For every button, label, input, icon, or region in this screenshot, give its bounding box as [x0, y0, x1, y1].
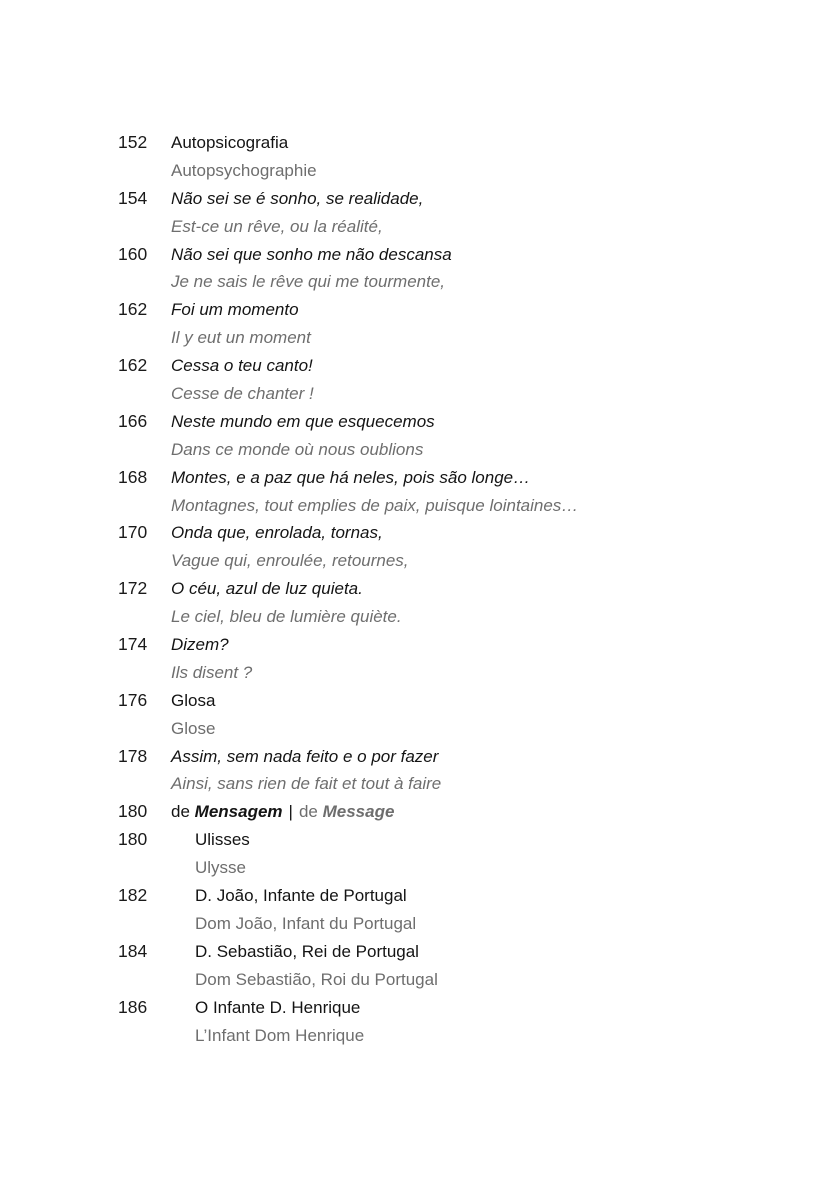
portuguese-title: Foi um momento — [171, 300, 299, 320]
french-title: Ils disent ? — [171, 662, 253, 682]
section-separator: | — [288, 802, 293, 822]
portuguese-title: Assim, sem nada feito e o por fazer — [171, 746, 439, 766]
french-title: Je ne sais le rêve qui me tourmente, — [171, 272, 446, 292]
french-title: Montagnes, tout emplies de paix, puisque lointaines… — [171, 495, 579, 515]
section-prefix-pt: de — [171, 802, 190, 822]
toc-entry[interactable] — [0, 296, 827, 324]
french-title: Vague qui, enroulée, retournes, — [171, 551, 409, 571]
section-prefix-fr: de — [298, 802, 318, 822]
french-title: Dom João, Infant du Portugal — [195, 913, 417, 933]
portuguese-title: Não sei se é sonho, se realidade, — [171, 188, 424, 208]
toc-translation-row — [0, 324, 827, 352]
portuguese-title: Não sei que sonho me não descansa — [171, 244, 452, 264]
portuguese-title: Dizem? — [171, 635, 229, 655]
toc-entry[interactable] — [0, 241, 827, 269]
page-number: 172 — [118, 578, 148, 599]
toc-translation-row — [0, 770, 827, 798]
toc-translation-row — [0, 492, 827, 520]
portuguese-title: Neste mundo em que esquecemos — [171, 411, 435, 431]
page-number: 180 — [118, 801, 148, 822]
toc-translation-row — [0, 603, 827, 631]
toc-translation-row — [0, 854, 827, 882]
portuguese-title: Autopsicografia — [171, 133, 289, 152]
french-title: Ainsi, sans rien de fait et tout à faire — [171, 774, 442, 794]
page-number: 180 — [118, 829, 148, 850]
table-of-contents — [0, 129, 827, 1049]
toc-entry[interactable] — [0, 743, 827, 771]
portuguese-title: Ulisses — [195, 830, 250, 850]
toc-entry[interactable] — [0, 687, 827, 715]
toc-subentry[interactable] — [0, 882, 827, 910]
page-number: 182 — [118, 885, 148, 906]
toc-translation-row — [0, 157, 827, 185]
french-title: Il y eut un moment — [171, 328, 311, 348]
portuguese-title: O céu, azul de luz quieta. — [171, 579, 363, 599]
toc-translation-row — [0, 966, 827, 994]
section-title-fr: Message — [322, 802, 395, 822]
toc-entry[interactable] — [0, 631, 827, 659]
page-number: 186 — [118, 996, 148, 1017]
french-title: Est-ce un rêve, ou la réalité, — [171, 216, 383, 236]
portuguese-title: Montes, e a paz que há neles, pois são longe… — [171, 467, 531, 487]
toc-entry[interactable] — [0, 185, 827, 213]
page-number: 162 — [118, 355, 148, 376]
page-number: 174 — [118, 634, 148, 655]
page-number: 168 — [118, 466, 148, 487]
toc-translation-row — [0, 213, 827, 241]
french-title: Le ciel, bleu de lumière quiète. — [171, 607, 402, 627]
french-title: Dom Sebastião, Roi du Portugal — [195, 969, 438, 989]
toc-translation-row — [0, 715, 827, 743]
toc-translation-row — [0, 910, 827, 938]
toc-subentry[interactable] — [0, 994, 827, 1022]
toc-entry[interactable] — [0, 575, 827, 603]
section-title-pt: Mensagem — [194, 802, 283, 822]
portuguese-title: Glosa — [171, 690, 216, 710]
section-title — [171, 798, 394, 826]
french-title: Glose — [171, 718, 216, 738]
toc-entry[interactable] — [0, 129, 827, 157]
page-number: 170 — [118, 522, 148, 543]
french-title: Dans ce monde où nous oublions — [171, 439, 424, 459]
french-title: L’Infant Dom Henrique — [195, 1025, 365, 1045]
page-number: 178 — [118, 745, 148, 766]
toc-entry[interactable] — [0, 519, 827, 547]
toc-entry[interactable] — [0, 408, 827, 436]
toc-subentry[interactable] — [0, 938, 827, 966]
toc-subentry[interactable] — [0, 826, 827, 854]
portuguese-title: D. Sebastião, Rei de Portugal — [195, 941, 419, 961]
toc-section-heading[interactable] — [0, 798, 827, 826]
toc-translation-row — [0, 268, 827, 296]
page-number: 154 — [118, 187, 148, 208]
toc-translation-row — [0, 1022, 827, 1050]
toc-translation-row — [0, 659, 827, 687]
toc-translation-row — [0, 547, 827, 575]
page-number: 152 — [118, 132, 148, 152]
page-number: 166 — [118, 410, 148, 431]
toc-entry[interactable] — [0, 464, 827, 492]
french-title: Cesse de chanter ! — [171, 384, 314, 404]
french-title: Ulysse — [195, 858, 247, 878]
toc-translation-row — [0, 436, 827, 464]
page-number: 160 — [118, 243, 148, 264]
french-title: Autopsychographie — [171, 160, 317, 180]
page-number: 176 — [118, 689, 148, 710]
toc-entry[interactable] — [0, 352, 827, 380]
portuguese-title: O Infante D. Henrique — [195, 997, 361, 1017]
toc-translation-row — [0, 380, 827, 408]
page-number: 184 — [118, 940, 148, 961]
page-number: 162 — [118, 299, 148, 320]
portuguese-title: D. João, Infante de Portugal — [195, 886, 407, 906]
portuguese-title: Cessa o teu canto! — [171, 356, 313, 376]
portuguese-title: Onda que, enrolada, tornas, — [171, 523, 383, 543]
